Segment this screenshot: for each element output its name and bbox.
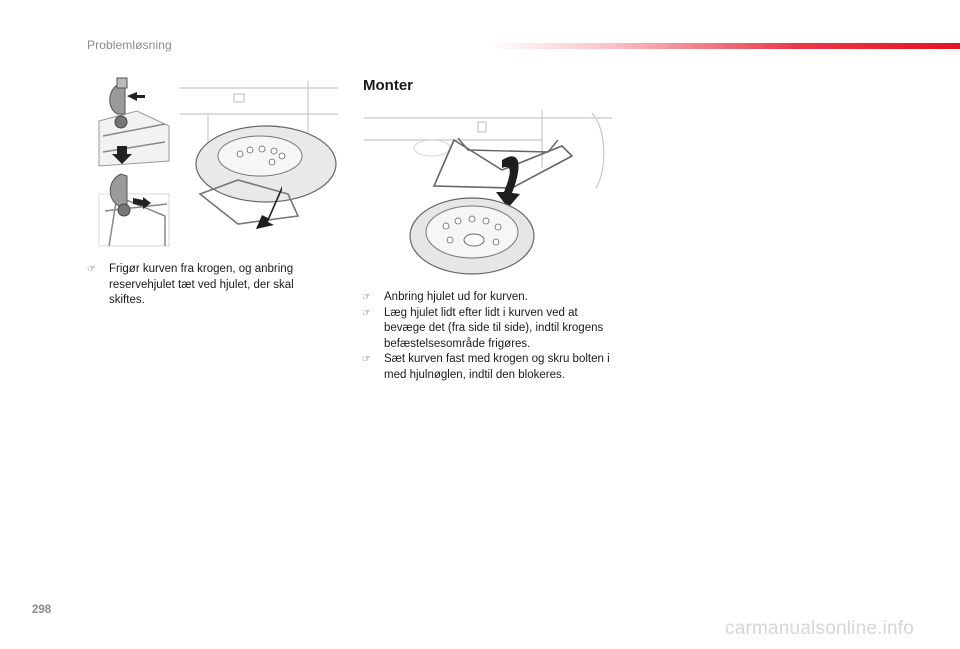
section-title: Problemløsning — [87, 38, 172, 52]
pointing-hand-icon: ☞ — [362, 307, 371, 319]
page-number: 298 — [32, 604, 52, 616]
instruction-text: Læg hjulet lidt efter lidt i kurven ved at bevæge det (fra side til side), indtil krogens befæstelsesområde frigøres. — [384, 306, 604, 350]
pointing-hand-icon: ☞ — [362, 292, 371, 303]
right-instruction-list — [362, 290, 620, 384]
header-accent-bar — [490, 43, 960, 49]
instruction-item — [87, 262, 309, 309]
instruction-text: Anbring hjulet ud for kurven. — [384, 291, 528, 303]
watermark: carmanualsonline.info — [725, 618, 915, 639]
instruction-text: Frigør kurven fra krogen, og anbring reservehjulet tæt ved hjulet, der skal skiftes. — [109, 263, 294, 307]
instruction-item — [362, 306, 620, 353]
instruction-text: Sæt kurven fast med krogen og skru bolten i med hjulnøglen, indtil den blokeres. — [384, 353, 610, 381]
instruction-item — [362, 352, 620, 383]
instruction-item — [362, 290, 620, 306]
pointing-hand-icon: ☞ — [362, 354, 371, 366]
hook-detail-illustration — [97, 76, 173, 250]
spare-wheel-mounting-illustration — [362, 108, 616, 280]
section-heading: Monter — [363, 77, 413, 94]
spare-wheel-removal-illustration — [178, 76, 340, 250]
pointing-hand-icon: ☞ — [87, 264, 96, 275]
left-instruction-list — [87, 262, 309, 309]
